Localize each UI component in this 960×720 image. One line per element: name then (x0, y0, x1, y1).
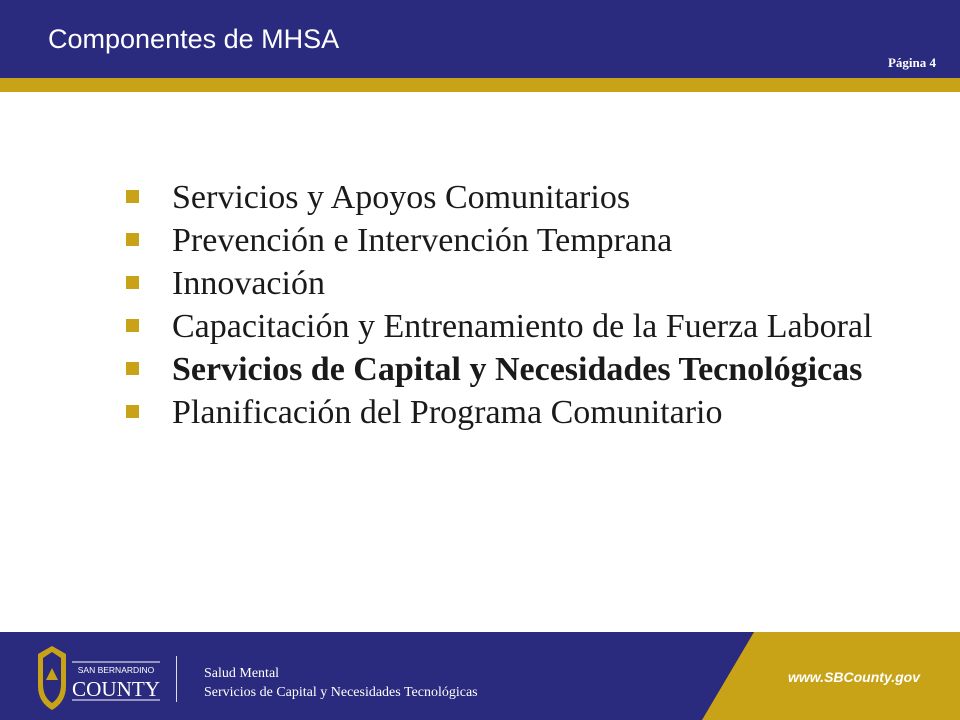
logo-main-text: COUNTY (72, 677, 160, 701)
bullet-item (120, 219, 920, 262)
bullet-text: Capacitación y Entrenamiento de la Fuerza Laboral (172, 308, 873, 345)
bullet-text: Prevención e Intervención Temprana (172, 222, 673, 259)
square-bullet-icon (126, 405, 139, 418)
bullet-text: Servicios de Capital y Necesidades Tecnológicas (172, 351, 863, 388)
header-gold-band (0, 78, 960, 92)
footer-divider (176, 656, 177, 702)
bullet-item (120, 176, 920, 219)
bullet-item (120, 391, 920, 434)
bullet-list (120, 176, 920, 434)
bullet-item-highlighted (120, 348, 920, 391)
square-bullet-icon (126, 362, 139, 375)
website-link[interactable]: www.SBCounty.gov (788, 669, 920, 685)
footer-text-block (204, 664, 478, 702)
county-logo (34, 644, 164, 712)
slide-title: Componentes de MHSA (48, 24, 340, 54)
bullet-item (120, 262, 920, 305)
bullet-list-container (120, 176, 920, 434)
square-bullet-icon (126, 276, 139, 289)
square-bullet-icon (126, 319, 139, 332)
bullet-item (120, 305, 920, 348)
header-bar (0, 0, 960, 78)
department-name: Salud Mental (204, 666, 280, 681)
footer-bar (0, 632, 960, 720)
bullet-text: Innovación (172, 265, 325, 302)
square-bullet-icon (126, 233, 139, 246)
logo-top-text: SAN BERNARDINO (77, 665, 155, 675)
footer-subtitle: Servicios de Capital y Necesidades Tecnológicas (204, 685, 478, 700)
bullet-text: Servicios y Apoyos Comunitarios (172, 179, 631, 216)
square-bullet-icon (126, 190, 139, 203)
page-number: Página 4 (887, 55, 936, 70)
shield-icon (38, 646, 66, 710)
bullet-text: Planificación del Programa Comunitario (172, 394, 723, 431)
